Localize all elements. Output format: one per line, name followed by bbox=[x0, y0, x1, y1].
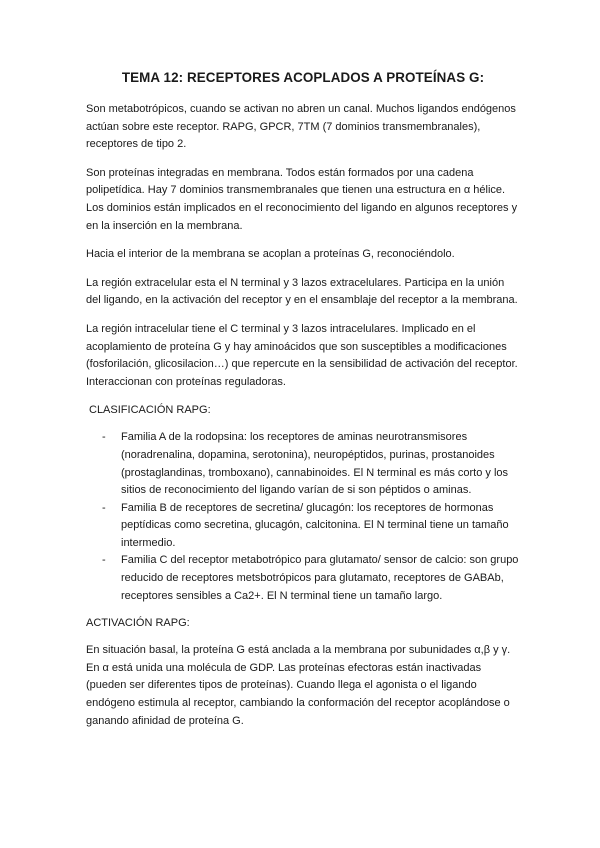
list-bullet: - bbox=[102, 554, 106, 567]
classification-list bbox=[86, 429, 520, 605]
list-item-familia-a bbox=[102, 429, 520, 499]
section-heading-clasificacion: CLASIFICACIÓN RAPG: bbox=[89, 404, 211, 417]
list-item-text: Familia C del receptor metabotrópico para glutamato/ sensor de calcio: son grupo reducido de receptores metsbotrópicos para glutamato, receptores de GABAb, receptores sensibles a Ca2+. El N terminal tiene un tamaño largo. bbox=[121, 554, 519, 602]
paragraph-region-intracelular: La región intracelular tiene el C terminal y 3 lazos intracelulares. Implicado en el acoplamiento de proteína G y hay aminoácidos que son susceptibles a modificaciones (fosforilación, glicosilacion…) que repercute en la sensibilidad de activación del receptor. Interaccionan con proteínas reguladoras. bbox=[86, 322, 518, 388]
list-item-familia-c bbox=[102, 552, 520, 605]
paragraph-proteinas-integradas: Son proteínas integradas en membrana. Todos están formados por una cadena polipetídica. Hay 7 dominios transmembranales que tienen una estructura en α hélice. Los dominios están implicados en el reconocimiento del ligando en algunos receptores y en la inserción en la membrana. bbox=[86, 166, 518, 232]
paragraph-region-extracelular: La región extracelular esta el N terminal y 3 lazos extracelulares. Participa en la unión del ligando, en la activación del receptor y en el ensamblaje del receptor a la membrana. bbox=[86, 276, 518, 307]
paragraph-interior-membrana: Hacia el interior de la membrana se acoplan a proteínas G, reconociéndolo. bbox=[86, 248, 455, 261]
list-item-text: Familia A de la rodopsina: los receptores de aminas neurotransmisores (noradrenalina, dopamina, serotonina), neuropéptidos, purinas, prostanoides (prostaglandinas, tromboxano), cannabinoides. El N terminal es más corto y los sitios de reconocimiento del ligando varían de si son péptidos o aminas. bbox=[121, 431, 509, 497]
section-heading-activacion: ACTIVACIÓN RAPG: bbox=[86, 617, 190, 630]
list-bullet: - bbox=[102, 431, 106, 444]
list-bullet: - bbox=[102, 501, 106, 514]
list-item-text: Familia B de receptores de secretina/ glucagón: los receptores de hormonas peptídicas como secretina, glucagón, calcitonina. El N terminal tiene un tamaño intermedio. bbox=[121, 501, 509, 549]
list-item-familia-b bbox=[102, 500, 520, 553]
document-title: TEMA 12: RECEPTORES ACOPLADOS A PROTEÍNAS G: bbox=[121, 70, 485, 85]
paragraph-activacion: En situación basal, la proteína G está anclada a la membrana por subunidades α,β y γ. En α está unida una molécula de GDP. Las proteínas efectoras están inactivadas (pueden ser diferentes tipos de proteínas). Cuando llega el agonista o el ligando endógeno estimula al receptor, cambiando la conformación del receptor acoplándose o ganando afinidad de proteína G. bbox=[86, 644, 511, 727]
paragraph-metabotropicos: Son metabotrópicos, cuando se activan no abren un canal. Muchos ligandos endógenos actúan sobre este receptor. RAPG, GPCR, 7TM (7 dominios transmembranales), receptores de tipo 2. bbox=[86, 103, 516, 151]
